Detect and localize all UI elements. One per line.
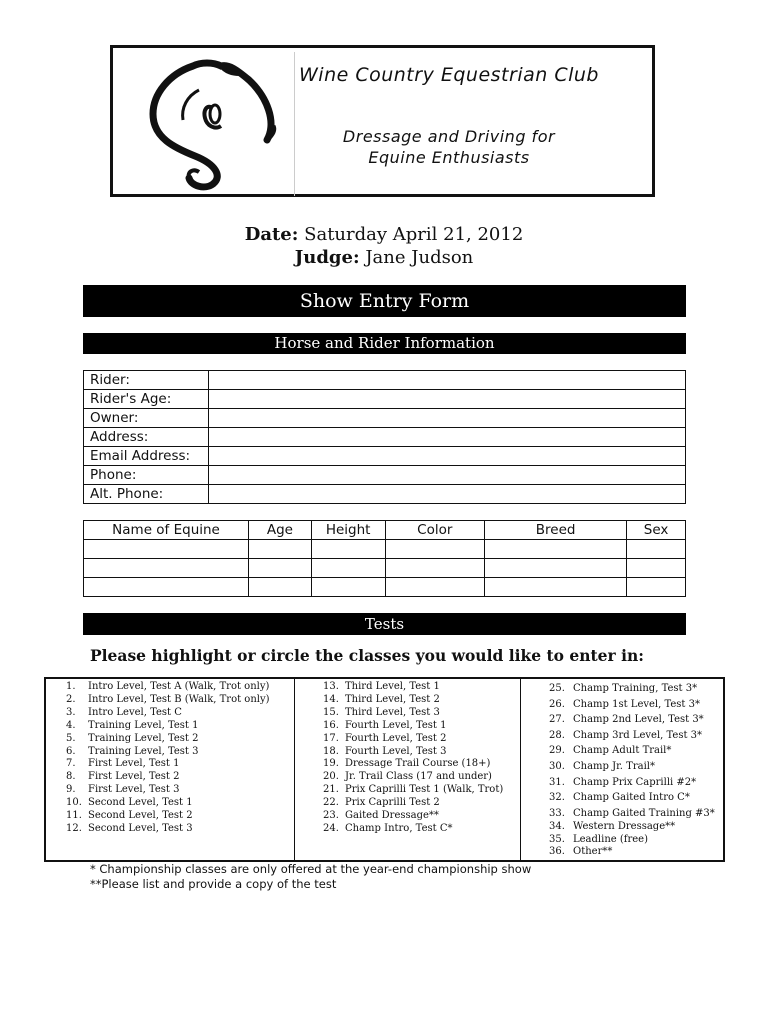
class-number: 1. bbox=[66, 681, 76, 692]
rider-field[interactable] bbox=[209, 371, 686, 390]
class-item[interactable] bbox=[323, 810, 520, 823]
class-item[interactable] bbox=[66, 746, 294, 759]
footnotes bbox=[90, 862, 531, 892]
classes-column-3 bbox=[521, 679, 723, 860]
class-label: Prix Caprilli Test 2 bbox=[345, 797, 440, 809]
class-item[interactable] bbox=[66, 720, 294, 733]
class-label: Dressage Trail Course (18+) bbox=[345, 758, 491, 770]
class-number: 7. bbox=[66, 758, 76, 770]
class-number: 6. bbox=[66, 745, 76, 757]
date-value: Saturday April 21, 2012 bbox=[304, 224, 524, 245]
equine-breed-cell[interactable] bbox=[485, 559, 627, 578]
class-number: 23. bbox=[323, 810, 339, 822]
class-number: 30. bbox=[549, 760, 565, 772]
email-label: Email Address: bbox=[84, 447, 209, 466]
equine-color-header: Color bbox=[385, 521, 484, 540]
class-item[interactable] bbox=[549, 681, 723, 697]
email-field[interactable] bbox=[209, 447, 686, 466]
class-label: Prix Caprilli Test 1 (Walk, Trot) bbox=[345, 784, 504, 796]
equine-info-table bbox=[83, 520, 686, 597]
class-number: 11. bbox=[66, 810, 82, 822]
class-label: Champ Intro, Test C* bbox=[345, 822, 453, 834]
class-label: Second Level, Test 3 bbox=[88, 822, 193, 834]
instruction-text: Please highlight or circle the classes you would like to enter in: bbox=[90, 646, 644, 665]
equine-age-cell[interactable] bbox=[249, 540, 312, 559]
equine-color-cell[interactable] bbox=[385, 578, 484, 597]
horse-head-logo bbox=[117, 52, 295, 196]
equine-height-cell[interactable] bbox=[311, 540, 385, 559]
class-item[interactable] bbox=[323, 758, 520, 771]
rider-age-label: Rider's Age: bbox=[84, 390, 209, 409]
class-item[interactable] bbox=[549, 697, 723, 713]
class-label: Champ Training, Test 3* bbox=[573, 683, 698, 694]
class-item[interactable] bbox=[323, 681, 520, 694]
class-label: Champ Gaited Intro C* bbox=[573, 792, 690, 804]
owner-label: Owner: bbox=[84, 409, 209, 428]
classes-box bbox=[44, 677, 725, 862]
class-number: 28. bbox=[549, 729, 565, 741]
class-item[interactable] bbox=[66, 707, 294, 720]
class-label: Fourth Level, Test 2 bbox=[345, 732, 447, 744]
equine-sex-cell[interactable] bbox=[627, 559, 686, 578]
club-header bbox=[110, 45, 655, 197]
table-row bbox=[84, 447, 686, 466]
equine-name-cell[interactable] bbox=[84, 540, 249, 559]
section-tests-heading: Tests bbox=[83, 613, 686, 635]
horse-logo-icon bbox=[117, 52, 291, 192]
alt-phone-field[interactable] bbox=[209, 485, 686, 504]
class-number: 35. bbox=[549, 833, 565, 845]
class-item[interactable] bbox=[549, 728, 723, 744]
class-label: Leadline (free) bbox=[573, 833, 648, 845]
judge-label: Judge: bbox=[294, 247, 360, 268]
class-label: Training Level, Test 1 bbox=[88, 719, 199, 731]
class-item[interactable] bbox=[323, 694, 520, 707]
class-label: Champ Gaited Training #3* bbox=[573, 807, 715, 819]
class-number: 24. bbox=[323, 822, 339, 834]
class-label: Training Level, Test 2 bbox=[88, 732, 199, 744]
class-item[interactable] bbox=[66, 797, 294, 810]
class-number: 9. bbox=[66, 784, 76, 796]
class-number: 27. bbox=[549, 714, 565, 726]
class-number: 29. bbox=[549, 745, 565, 757]
class-item[interactable] bbox=[323, 720, 520, 733]
class-number: 25. bbox=[549, 683, 565, 694]
classes-column-2 bbox=[295, 679, 521, 860]
form-title: Show Entry Form bbox=[83, 285, 686, 317]
class-item[interactable] bbox=[549, 846, 723, 859]
class-number: 3. bbox=[66, 706, 76, 718]
class-number: 15. bbox=[323, 706, 339, 718]
equine-name-cell[interactable] bbox=[84, 578, 249, 597]
equine-age-cell[interactable] bbox=[249, 578, 312, 597]
class-label: Western Dressage** bbox=[573, 821, 676, 833]
class-item[interactable] bbox=[549, 821, 723, 834]
class-label: Fourth Level, Test 1 bbox=[345, 719, 447, 731]
club-name: Wine Country Equestrian Club bbox=[299, 64, 599, 86]
class-number: 31. bbox=[549, 776, 565, 788]
class-number: 14. bbox=[323, 693, 339, 705]
championship-note: * Championship classes are only offered at the year-end championship show bbox=[90, 862, 532, 876]
tagline-line-1: Dressage and Driving for bbox=[342, 127, 556, 146]
class-number: 16. bbox=[323, 719, 339, 731]
class-item[interactable] bbox=[549, 790, 723, 806]
class-label: First Level, Test 3 bbox=[88, 784, 180, 796]
class-number: 22. bbox=[323, 797, 339, 809]
class-number: 10. bbox=[66, 797, 82, 809]
phone-label: Phone: bbox=[84, 466, 209, 485]
section-rider-heading: Horse and Rider Information bbox=[83, 333, 686, 354]
class-item[interactable] bbox=[323, 797, 520, 810]
equine-height-header: Height bbox=[311, 521, 385, 540]
class-item[interactable] bbox=[323, 823, 520, 836]
classes-column-1 bbox=[46, 679, 295, 860]
table-row bbox=[84, 371, 686, 390]
class-number: 12. bbox=[66, 822, 82, 834]
equine-sex-header: Sex bbox=[627, 521, 686, 540]
rider-age-field[interactable] bbox=[209, 390, 686, 409]
class-label: Champ Adult Trail* bbox=[573, 745, 672, 757]
judge-value: Jane Judson bbox=[365, 247, 474, 268]
table-row bbox=[84, 559, 686, 578]
class-label: Second Level, Test 2 bbox=[88, 810, 193, 822]
equine-name-cell[interactable] bbox=[84, 559, 249, 578]
class-number: 33. bbox=[549, 807, 565, 819]
equine-height-cell[interactable] bbox=[311, 559, 385, 578]
equine-age-cell[interactable] bbox=[249, 559, 312, 578]
table-row bbox=[84, 390, 686, 409]
equine-breed-header: Breed bbox=[485, 521, 627, 540]
judge-line bbox=[0, 247, 768, 268]
class-item[interactable] bbox=[549, 743, 723, 759]
equine-age-header: Age bbox=[249, 521, 312, 540]
class-label: Training Level, Test 3 bbox=[88, 745, 199, 757]
class-number: 13. bbox=[323, 681, 339, 692]
class-number: 20. bbox=[323, 771, 339, 783]
class-number: 21. bbox=[323, 784, 339, 796]
class-number: 2. bbox=[66, 693, 76, 705]
equine-color-cell[interactable] bbox=[385, 559, 484, 578]
table-row bbox=[84, 409, 686, 428]
class-label: Champ 3rd Level, Test 3* bbox=[573, 729, 703, 741]
table-row bbox=[84, 540, 686, 559]
class-number: 17. bbox=[323, 732, 339, 744]
class-item[interactable] bbox=[323, 733, 520, 746]
equine-height-cell[interactable] bbox=[311, 578, 385, 597]
class-item[interactable] bbox=[66, 758, 294, 771]
tagline-line-2: Equine Enthusiasts bbox=[368, 148, 530, 167]
club-tagline bbox=[299, 126, 599, 168]
class-label: First Level, Test 2 bbox=[88, 771, 180, 783]
class-item[interactable] bbox=[323, 784, 520, 797]
class-item[interactable] bbox=[66, 823, 294, 836]
class-number: 26. bbox=[549, 698, 565, 710]
phone-field[interactable] bbox=[209, 466, 686, 485]
equine-breed-cell[interactable] bbox=[485, 540, 627, 559]
owner-field[interactable] bbox=[209, 409, 686, 428]
class-item[interactable] bbox=[66, 694, 294, 707]
equine-sex-cell[interactable] bbox=[627, 578, 686, 597]
table-header-row bbox=[84, 521, 686, 540]
class-number: 4. bbox=[66, 719, 76, 731]
class-item[interactable] bbox=[66, 733, 294, 746]
test-copy-note: **Please list and provide a copy of the test bbox=[90, 877, 337, 891]
class-item[interactable] bbox=[323, 707, 520, 720]
class-label: Other** bbox=[573, 846, 613, 858]
class-label: First Level, Test 1 bbox=[88, 758, 180, 770]
class-item[interactable] bbox=[549, 712, 723, 728]
class-number: 5. bbox=[66, 732, 76, 744]
class-item[interactable] bbox=[66, 810, 294, 823]
class-number: 34. bbox=[549, 821, 565, 833]
class-item[interactable] bbox=[549, 806, 723, 822]
class-label: Third Level, Test 3 bbox=[345, 706, 440, 718]
class-label: Champ 1st Level, Test 3* bbox=[573, 698, 700, 710]
class-label: Third Level, Test 2 bbox=[345, 693, 440, 705]
class-number: 36. bbox=[549, 846, 565, 858]
class-label: Jr. Trail Class (17 and under) bbox=[345, 771, 492, 783]
class-label: Champ Jr. Trail* bbox=[573, 760, 655, 772]
class-label: Champ 2nd Level, Test 3* bbox=[573, 714, 704, 726]
class-item[interactable] bbox=[323, 746, 520, 759]
equine-breed-cell[interactable] bbox=[485, 578, 627, 597]
class-label: Second Level, Test 1 bbox=[88, 797, 193, 809]
class-item[interactable] bbox=[549, 759, 723, 775]
class-label: Third Level, Test 1 bbox=[345, 681, 440, 692]
class-item[interactable] bbox=[549, 775, 723, 791]
table-row bbox=[84, 428, 686, 447]
table-row bbox=[84, 466, 686, 485]
class-label: Intro Level, Test C bbox=[88, 706, 182, 718]
class-item[interactable] bbox=[323, 771, 520, 784]
class-item[interactable] bbox=[549, 834, 723, 847]
address-field[interactable] bbox=[209, 428, 686, 447]
class-number: 32. bbox=[549, 792, 565, 804]
class-number: 18. bbox=[323, 745, 339, 757]
date-line bbox=[0, 224, 768, 245]
class-label: Fourth Level, Test 3 bbox=[345, 745, 447, 757]
class-label: Intro Level, Test B (Walk, Trot only) bbox=[88, 693, 270, 705]
rider-label: Rider: bbox=[84, 371, 209, 390]
class-number: 19. bbox=[323, 758, 339, 770]
equine-color-cell[interactable] bbox=[385, 540, 484, 559]
rider-info-table bbox=[83, 370, 686, 504]
date-label: Date: bbox=[244, 224, 299, 245]
class-item[interactable] bbox=[66, 784, 294, 797]
class-item[interactable] bbox=[66, 771, 294, 784]
address-label: Address: bbox=[84, 428, 209, 447]
class-label: Champ Prix Caprilli #2* bbox=[573, 776, 697, 788]
table-row bbox=[84, 578, 686, 597]
class-label: Intro Level, Test A (Walk, Trot only) bbox=[88, 681, 270, 692]
equine-name-header: Name of Equine bbox=[84, 521, 249, 540]
alt-phone-label: Alt. Phone: bbox=[84, 485, 209, 504]
class-item[interactable] bbox=[66, 681, 294, 694]
table-row bbox=[84, 485, 686, 504]
class-label: Gaited Dressage** bbox=[345, 810, 439, 822]
class-number: 8. bbox=[66, 771, 76, 783]
equine-sex-cell[interactable] bbox=[627, 540, 686, 559]
